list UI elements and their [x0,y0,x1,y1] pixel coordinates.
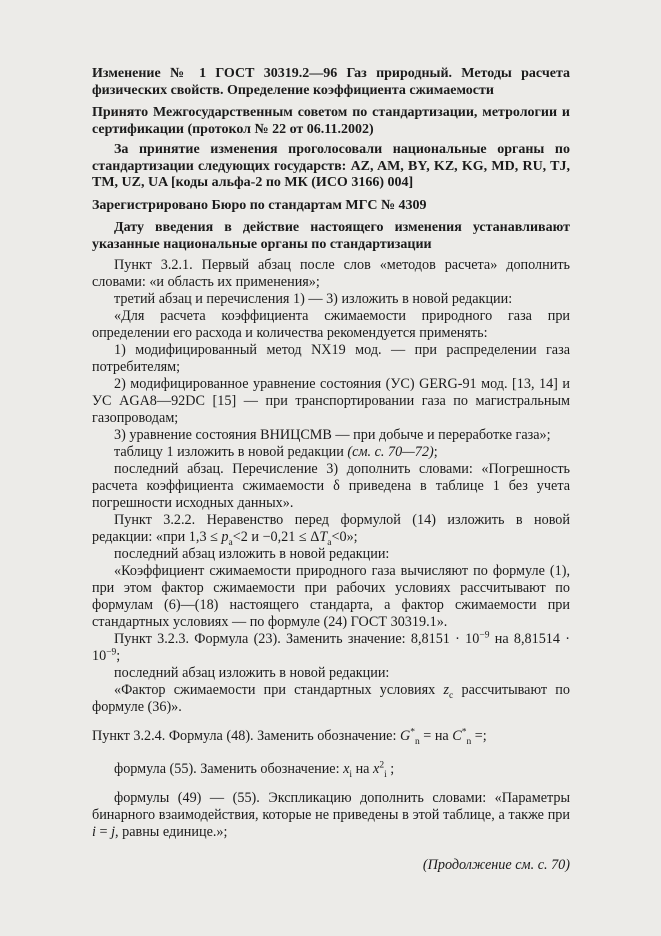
paragraph-3-2-3: Пункт 3.2.3. Формула (23). Заменить значение: $8,8151 \cdot 10^{-9}$ на $8,81514 \cdot 10^{-9}$; [92,630,570,664]
paragraph-3-2-4: Пункт 3.2.4. Формула (48). Заменить обозначение: $G^*_n$ = на $C^*_n$ =; [92,727,487,747]
amendment-title: Изменение № 1 ГОСТ 30319.2—96 Газ природный. Методы расчета физических свойств. Определение коэффициента сжимаемости [92,66,570,98]
paragraph-third: третий абзац и перечисления 1) — 3) изложить в новой редакции: [114,291,513,307]
document-body [92,66,570,874]
paragraph-compressibility-formula: «Коэффициент сжимаемости природного газа вычисляют по формуле (1), при этом фактор сжимаемости при рабочих условиях рассчитывают по формулам (6)—(18) настоящего стандарта, а фактор сжимаемости при стандартных условиях — по формуле (24) ГОСТ 30319.1». [92,563,570,630]
paragraph-formulas-49-55: формулы (49) — (55). Экспликацию дополнить словами: «Параметры бинарного взаимодействия, которые не приведены в этой таблице, а также при i = j, равны единице.»; [92,790,570,840]
continued-note: (Продолжение см. с. 70) [422,857,570,873]
paragraph-last-new-edition-2: последний абзац изложить в новой редакции: [114,665,390,681]
list-item-3: 3) уравнение состояния ВНИЦСМВ — при добыче и переработке газа»; [114,427,551,443]
paragraph-3-2-1: Пункт 3.2.1. Первый абзац после слов «методов расчета» дополнить словами: «и область их применения»; [92,257,570,290]
paragraph-recommend: «Для расчета коэффициента сжимаемости природного газа при определении его расхода и количества рекомендуется применять: [92,308,570,341]
list-item-2: 2) модифицированное уравнение состояния (УС) GERG-91 мод. [13, 14] и УС AGA8—92DC [15] — при транспортировании газа по магистральным газопроводам; [92,376,570,426]
paragraph-formula-55: формула (55). Заменить обозначение: $x_i$ на $x^2_i$ ; [114,760,395,780]
paragraph-3-2-2: Пункт 3.2.2. Неравенство перед формулой (14) изложить в новой редакции: «при $1,3 \le p_a<2$ $и -0,21 \le \Delta T_a<0$»; [92,512,570,548]
voting-statement: За принятие изменения проголосовали национальные органы по стандартизации следующих государств: AZ, AM, BY, KZ, KG, MD, RU, TJ, TM, UZ, UA [коды альфа-2 по МК (ИСО 3166) 004] [92,142,570,190]
list-item-1: 1) модифицированный метод NX19 мод. — при распределении газа потребителям; [92,342,570,375]
paragraph-last-new-edition: последний абзац изложить в новой редакции: [114,546,390,562]
paragraph-last-accuracy: последний абзац. Перечисление 3) дополнить словами: «Погрешность расчета коэффициента сжимаемости δ приведена в таблице 1 без учета погрешности исходных данных». [92,461,570,511]
table-1-reference: таблицу 1 изложить в новой редакции (см. с. 70—72); [114,444,438,460]
adopted-statement: Принято Межгосударственным советом по стандартизации, метрологии и сертификации (протокол № 22 от 06.11.2002) [92,105,570,137]
registration-statement: Зарегистрировано Бюро по стандартам МГС № 4309 [92,197,427,213]
paragraph-standard-conditions: «Фактор сжимаемости при стандартных условиях $z_c$ рассчитывают по формуле (36)». [92,682,570,715]
effective-date-statement: Дату введения в действие настоящего изменения устанавливают указанные национальные органы по стандартизации [92,220,570,252]
